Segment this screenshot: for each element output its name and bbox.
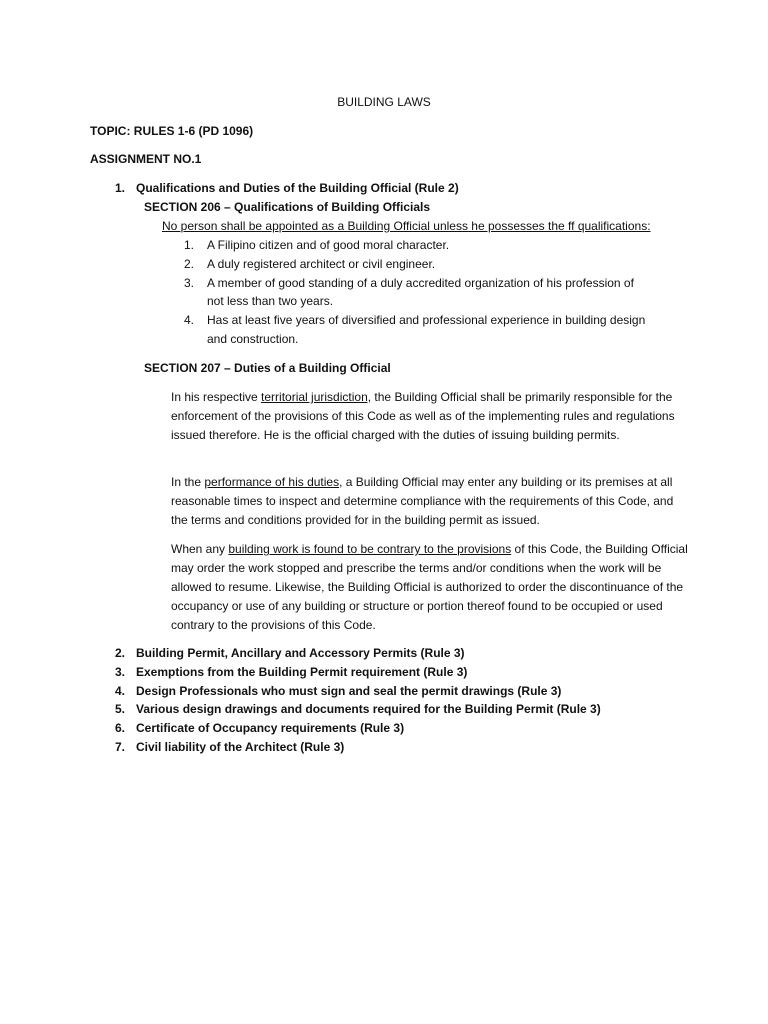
item-1-number: 1. xyxy=(114,181,125,195)
document-title: BUILDING LAWS xyxy=(337,95,431,109)
section-206-heading: SECTION 206 – Qualifications of Building Officials xyxy=(144,200,431,214)
qualification-number: 3. xyxy=(183,276,194,290)
qualification-text: A Filipino citizen and of good moral character. xyxy=(207,238,450,252)
qualification-text-continued: and construction. xyxy=(207,332,299,346)
topic-line: TOPIC: RULES 1-6 (PD 1096) xyxy=(90,124,254,138)
underlined-phrase: territorial jurisdiction, xyxy=(261,390,372,404)
qualification-text: A duly registered architect or civil engineer. xyxy=(207,257,436,271)
qualification-number: 1. xyxy=(183,238,194,252)
item-title: Certificate of Occupancy requirements (Rule 3) xyxy=(136,721,405,735)
item-number: 7. xyxy=(114,740,125,754)
underlined-phrase: performance of his duties xyxy=(204,475,340,489)
duties-paragraph-3 xyxy=(171,540,691,635)
paragraph-text: , a Building Official may enter any building or its premises at all reasonable times to inspect and determine compliance with the requirements of this Code, and the terms and conditions provided for in the building permit as issued. xyxy=(171,475,674,527)
duties-paragraph-2 xyxy=(171,473,691,530)
item-title: Building Permit, Ancillary and Accessory Permits (Rule 3) xyxy=(136,646,465,660)
item-number: 4. xyxy=(114,684,125,698)
item-number: 2. xyxy=(114,646,125,660)
qualification-text-continued: not less than two years. xyxy=(207,294,334,308)
item-number: 6. xyxy=(114,721,125,735)
item-1-title: Qualifications and Duties of the Building Official (Rule 2) xyxy=(136,181,459,195)
paragraph-text: In his respective xyxy=(171,390,262,404)
item-title: Various design drawings and documents required for the Building Permit (Rule 3) xyxy=(136,702,601,716)
item-title: Civil liability of the Architect (Rule 3) xyxy=(136,740,345,754)
paragraph-text: When any xyxy=(171,542,229,556)
item-number: 3. xyxy=(114,665,125,679)
item-title: Exemptions from the Building Permit requirement (Rule 3) xyxy=(136,665,468,679)
qualification-text: A member of good standing of a duly accredited organization of his profession of xyxy=(207,276,634,290)
duties-paragraph-1 xyxy=(171,388,691,445)
paragraph-text: the Building Official shall be primarily responsible for the enforcement of the provisions of this Code as well as of the implementing rules and regulations issued therefore. He is the official charged with the duties of issuing building permits. xyxy=(171,390,675,442)
paragraph-text: In the xyxy=(171,475,205,489)
underlined-phrase: building work is found to be contrary to the provisions xyxy=(228,542,512,556)
section-207-heading: SECTION 207 – Duties of a Building Official xyxy=(144,361,391,375)
qualification-number: 4. xyxy=(183,313,194,327)
paragraph-text: of this Code, the Building Official may order the work stopped and prescribe the terms and/or conditions when the work will be allowed to resume. Likewise, the Building Official is authorized to order the discontinuance of the occupancy or use of any building or structure or portion thereof found to be occupied or used contrary to the provisions of this Code. xyxy=(171,542,688,632)
assignment-line: ASSIGNMENT NO.1 xyxy=(90,152,202,166)
item-title: Design Professionals who must sign and seal the permit drawings (Rule 3) xyxy=(136,684,562,698)
section-206-intro: No person shall be appointed as a Building Official unless he possesses the ff qualifications: xyxy=(162,219,651,233)
qualification-number: 2. xyxy=(183,257,194,271)
qualification-text: Has at least five years of diversified and professional experience in building design xyxy=(207,313,646,327)
item-number: 5. xyxy=(114,702,125,716)
